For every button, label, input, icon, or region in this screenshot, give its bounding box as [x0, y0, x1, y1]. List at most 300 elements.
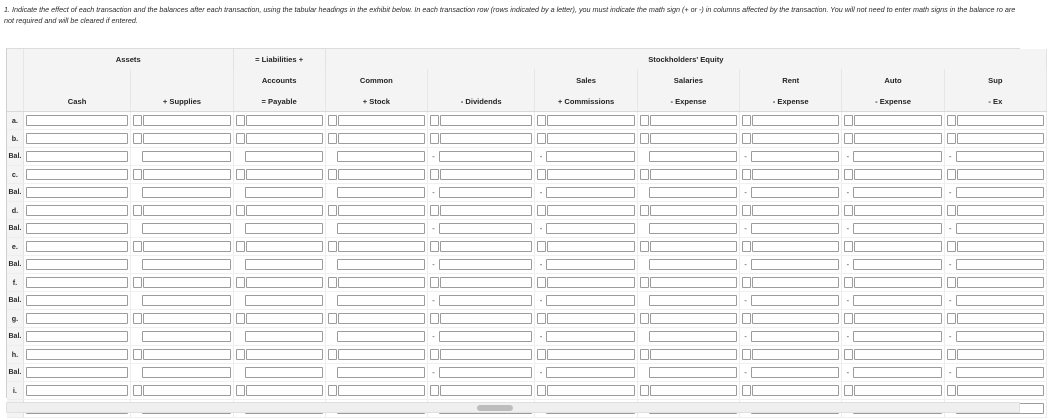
table-row [7, 328, 1047, 346]
math-sign-input[interactable] [430, 241, 439, 252]
sub-header-6: Salaries [637, 69, 739, 91]
amount-input[interactable] [854, 349, 941, 360]
amount-input[interactable] [143, 385, 230, 396]
amount-input[interactable] [440, 115, 532, 126]
math-sign-input[interactable] [537, 169, 546, 180]
amount-input[interactable] [752, 349, 839, 360]
balance-input[interactable] [439, 151, 532, 162]
math-sign-input[interactable] [328, 313, 337, 324]
balance-input[interactable] [337, 367, 425, 378]
balance-sign: - [948, 223, 952, 233]
balance-input[interactable] [751, 331, 839, 342]
grid-cell [23, 130, 130, 148]
math-sign-input[interactable] [947, 169, 956, 180]
math-sign-input[interactable] [742, 277, 751, 288]
balance-input[interactable] [649, 151, 737, 162]
balance-input[interactable] [546, 295, 634, 306]
amount-input[interactable] [440, 385, 532, 396]
math-sign-input[interactable] [742, 115, 751, 126]
math-sign-input[interactable] [236, 133, 245, 144]
math-sign-input[interactable] [236, 349, 245, 360]
math-sign-input[interactable] [328, 205, 337, 216]
math-sign-input[interactable] [947, 241, 956, 252]
math-sign-input[interactable] [844, 313, 853, 324]
balance-input[interactable] [142, 331, 230, 342]
amount-input[interactable] [547, 133, 634, 144]
balance-input[interactable] [956, 223, 1044, 234]
balance-input[interactable] [751, 367, 839, 378]
math-sign-input[interactable] [328, 349, 337, 360]
balance-input[interactable] [956, 151, 1044, 162]
grid-cell [637, 238, 739, 256]
balance-input[interactable] [439, 259, 532, 270]
balance-input[interactable] [956, 367, 1044, 378]
math-sign-input[interactable] [742, 205, 751, 216]
amount-input[interactable] [338, 385, 425, 396]
amount-input[interactable] [854, 313, 941, 324]
balance-input[interactable] [751, 259, 839, 270]
amount-input[interactable] [143, 205, 230, 216]
math-sign-input[interactable] [640, 169, 649, 180]
grid-cell [944, 346, 1046, 364]
amount-input[interactable] [752, 385, 839, 396]
amount-input[interactable] [547, 277, 634, 288]
balance-input[interactable] [751, 295, 839, 306]
amount-input[interactable] [26, 169, 128, 180]
math-sign-input[interactable] [236, 385, 245, 396]
amount-input[interactable] [26, 277, 128, 288]
grid-cell [535, 202, 637, 220]
amount-input[interactable] [26, 205, 128, 216]
balance-input[interactable] [649, 367, 737, 378]
math-sign-input[interactable] [844, 385, 853, 396]
amount-input[interactable] [440, 205, 532, 216]
math-sign-input[interactable] [133, 241, 142, 252]
amount-input[interactable] [246, 133, 323, 144]
amount-input[interactable] [246, 205, 323, 216]
math-sign-input[interactable] [133, 205, 142, 216]
balance-input[interactable] [853, 151, 941, 162]
math-sign-input[interactable] [430, 205, 439, 216]
amount-input[interactable] [650, 241, 737, 252]
amount-input[interactable] [143, 277, 230, 288]
math-sign-input[interactable] [236, 169, 245, 180]
amount-input[interactable] [752, 169, 839, 180]
math-sign-input[interactable] [430, 349, 439, 360]
amount-input[interactable] [957, 205, 1044, 216]
row-label: Bal. [7, 328, 23, 346]
grid-cell [427, 364, 534, 382]
amount-input[interactable] [650, 385, 737, 396]
math-sign-input[interactable] [537, 385, 546, 396]
amount-input[interactable] [650, 133, 737, 144]
amount-input[interactable] [338, 349, 425, 360]
math-sign-input[interactable] [947, 133, 956, 144]
math-sign-input[interactable] [844, 169, 853, 180]
math-sign-input[interactable] [640, 385, 649, 396]
amount-input[interactable] [547, 241, 634, 252]
balance-input[interactable] [546, 151, 634, 162]
balance-input[interactable] [439, 295, 532, 306]
amount-input[interactable] [26, 115, 128, 126]
balance-input[interactable] [853, 223, 941, 234]
amount-input[interactable] [547, 313, 634, 324]
amount-input[interactable] [338, 241, 425, 252]
amount-input[interactable] [957, 169, 1044, 180]
balance-input[interactable] [853, 187, 941, 198]
math-sign-input[interactable] [430, 169, 439, 180]
group-header-row [7, 49, 1047, 69]
amount-input[interactable] [338, 277, 425, 288]
amount-input[interactable] [143, 241, 230, 252]
amount-input[interactable] [143, 313, 230, 324]
amount-input[interactable] [440, 241, 532, 252]
math-sign-input[interactable] [742, 385, 751, 396]
sub-header-5: Sales [535, 69, 637, 91]
balance-sign: - [846, 151, 850, 161]
amount-input[interactable] [440, 277, 532, 288]
grid-cell [740, 166, 842, 184]
math-sign-input[interactable] [236, 313, 245, 324]
balance-input[interactable] [956, 187, 1044, 198]
balance-input[interactable] [546, 331, 634, 342]
balance-input[interactable] [853, 295, 941, 306]
balance-input[interactable] [751, 223, 839, 234]
balance-input[interactable] [649, 259, 737, 270]
amount-input[interactable] [752, 133, 839, 144]
amount-input[interactable] [26, 313, 128, 324]
row-label: Bal. [7, 292, 23, 310]
amount-input[interactable] [338, 205, 425, 216]
math-sign-input[interactable] [640, 277, 649, 288]
math-sign-input[interactable] [133, 385, 142, 396]
grid-cell [233, 148, 325, 166]
amount-input[interactable] [957, 349, 1044, 360]
balance-input[interactable] [245, 187, 323, 198]
amount-input[interactable] [957, 133, 1044, 144]
amount-input[interactable] [752, 313, 839, 324]
math-sign-input[interactable] [742, 133, 751, 144]
math-sign-input[interactable] [742, 349, 751, 360]
math-sign-input[interactable] [947, 115, 956, 126]
grid-cell [23, 382, 130, 400]
balance-input[interactable] [439, 331, 532, 342]
balance-input[interactable] [26, 331, 128, 342]
math-sign-input[interactable] [430, 313, 439, 324]
amount-input[interactable] [143, 349, 230, 360]
amount-input[interactable] [650, 115, 737, 126]
amount-input[interactable] [246, 241, 323, 252]
amount-input[interactable] [854, 169, 941, 180]
grid-cell [325, 274, 427, 292]
math-sign-input[interactable] [640, 205, 649, 216]
math-sign-input[interactable] [742, 241, 751, 252]
balance-input[interactable] [337, 331, 425, 342]
grid-cell [842, 346, 944, 364]
balance-input[interactable] [956, 331, 1044, 342]
math-sign-input[interactable] [328, 241, 337, 252]
balance-sign: - [744, 331, 747, 341]
amount-input[interactable] [26, 349, 128, 360]
balance-input[interactable] [26, 187, 128, 198]
amount-input[interactable] [752, 205, 839, 216]
amount-input[interactable] [957, 241, 1044, 252]
balance-input[interactable] [245, 223, 323, 234]
amount-input[interactable] [26, 133, 128, 144]
balance-input[interactable] [26, 295, 128, 306]
math-sign-input[interactable] [947, 313, 956, 324]
amount-input[interactable] [440, 133, 532, 144]
math-sign-input[interactable] [537, 349, 546, 360]
balance-input[interactable] [649, 295, 737, 306]
amount-input[interactable] [547, 205, 634, 216]
math-sign-input[interactable] [236, 277, 245, 288]
balance-input[interactable] [337, 295, 425, 306]
amount-input[interactable] [650, 169, 737, 180]
amount-input[interactable] [246, 313, 323, 324]
math-sign-input[interactable] [640, 241, 649, 252]
amount-input[interactable] [650, 277, 737, 288]
math-sign-input[interactable] [328, 115, 337, 126]
math-sign-input[interactable] [537, 115, 546, 126]
math-sign-input[interactable] [430, 385, 439, 396]
grid-cell [842, 310, 944, 328]
sub-header-4 [427, 69, 534, 91]
balance-input[interactable] [142, 223, 230, 234]
math-sign-input[interactable] [742, 313, 751, 324]
grid-cell [740, 130, 842, 148]
grid-cell [23, 292, 130, 310]
math-sign-input[interactable] [537, 133, 546, 144]
grid-cell [325, 202, 427, 220]
amount-input[interactable] [440, 169, 532, 180]
balance-input[interactable] [245, 331, 323, 342]
grid-cell [535, 112, 637, 130]
math-sign-input[interactable] [947, 277, 956, 288]
row-label: Bal. [7, 364, 23, 382]
amount-input[interactable] [338, 133, 425, 144]
math-sign-input[interactable] [430, 133, 439, 144]
grid-cell [233, 328, 325, 346]
amount-input[interactable] [143, 115, 230, 126]
grid-cell [842, 166, 944, 184]
amount-input[interactable] [547, 169, 634, 180]
balance-input[interactable] [546, 223, 634, 234]
balance-sign: - [432, 295, 435, 305]
math-sign-input[interactable] [844, 349, 853, 360]
math-sign-input[interactable] [236, 241, 245, 252]
account-header-auto-expense: - Expense [842, 91, 944, 112]
row-label: Bal. [7, 256, 23, 274]
balance-input[interactable] [956, 259, 1044, 270]
math-sign-input[interactable] [133, 349, 142, 360]
row-label: f. [7, 274, 23, 292]
table-row [7, 238, 1047, 256]
balance-input[interactable] [26, 367, 128, 378]
amount-input[interactable] [854, 115, 941, 126]
math-sign-input[interactable] [236, 115, 245, 126]
scrollbar-thumb[interactable] [477, 405, 513, 411]
math-sign-input[interactable] [640, 313, 649, 324]
amount-input[interactable] [957, 277, 1044, 288]
horizontal-scrollbar[interactable] [6, 402, 1020, 413]
table-row [7, 202, 1047, 220]
grid-cell [325, 220, 427, 238]
amount-input[interactable] [650, 349, 737, 360]
math-sign-input[interactable] [430, 277, 439, 288]
balance-input[interactable] [956, 295, 1044, 306]
balance-input[interactable] [26, 151, 128, 162]
math-sign-input[interactable] [328, 133, 337, 144]
balance-input[interactable] [546, 259, 634, 270]
grid-cell [131, 184, 233, 202]
balance-input[interactable] [26, 259, 128, 270]
amount-input[interactable] [547, 385, 634, 396]
math-sign-input[interactable] [133, 133, 142, 144]
amount-input[interactable] [854, 205, 941, 216]
amount-input[interactable] [440, 313, 532, 324]
math-sign-input[interactable] [133, 115, 142, 126]
grid-cell [740, 220, 842, 238]
amount-input[interactable] [338, 115, 425, 126]
balance-input[interactable] [439, 223, 532, 234]
balance-input[interactable] [142, 187, 230, 198]
math-sign-input[interactable] [947, 385, 956, 396]
math-sign-input[interactable] [844, 205, 853, 216]
balance-input[interactable] [26, 223, 128, 234]
math-sign-input[interactable] [430, 115, 439, 126]
math-sign-input[interactable] [328, 277, 337, 288]
amount-input[interactable] [650, 313, 737, 324]
balance-input[interactable] [142, 259, 230, 270]
balance-input[interactable] [546, 187, 634, 198]
amount-input[interactable] [650, 205, 737, 216]
grid-cell [233, 364, 325, 382]
math-sign-input[interactable] [844, 241, 853, 252]
math-sign-input[interactable] [844, 115, 853, 126]
balance-input[interactable] [439, 187, 532, 198]
grid-cell [944, 184, 1046, 202]
math-sign-input[interactable] [537, 241, 546, 252]
math-sign-input[interactable] [947, 205, 956, 216]
math-sign-input[interactable] [640, 349, 649, 360]
grid-cell [535, 364, 637, 382]
amount-input[interactable] [246, 277, 323, 288]
math-sign-input[interactable] [133, 169, 142, 180]
math-sign-input[interactable] [236, 205, 245, 216]
balance-input[interactable] [337, 259, 425, 270]
amount-input[interactable] [246, 115, 323, 126]
amount-input[interactable] [957, 385, 1044, 396]
math-sign-input[interactable] [742, 169, 751, 180]
balance-input[interactable] [245, 259, 323, 270]
math-sign-input[interactable] [844, 133, 853, 144]
math-sign-input[interactable] [133, 277, 142, 288]
amount-input[interactable] [752, 241, 839, 252]
grid-cell [944, 382, 1046, 400]
amount-input[interactable] [957, 313, 1044, 324]
math-sign-input[interactable] [537, 313, 546, 324]
amount-input[interactable] [957, 115, 1044, 126]
amount-input[interactable] [854, 133, 941, 144]
amount-input[interactable] [143, 169, 230, 180]
amount-input[interactable] [338, 313, 425, 324]
amount-input[interactable] [752, 277, 839, 288]
math-sign-input[interactable] [844, 277, 853, 288]
balance-input[interactable] [751, 187, 839, 198]
balance-input[interactable] [649, 223, 737, 234]
balance-input[interactable] [142, 295, 230, 306]
balance-input[interactable] [245, 295, 323, 306]
table-row [7, 310, 1047, 328]
amount-input[interactable] [854, 241, 941, 252]
balance-input[interactable] [337, 223, 425, 234]
amount-input[interactable] [338, 169, 425, 180]
balance-input[interactable] [546, 367, 634, 378]
amount-input[interactable] [26, 241, 128, 252]
amount-input[interactable] [547, 349, 634, 360]
balance-input[interactable] [649, 331, 737, 342]
amount-input[interactable] [143, 133, 230, 144]
grid-cell [637, 364, 739, 382]
math-sign-input[interactable] [328, 169, 337, 180]
grid-cell [325, 166, 427, 184]
math-sign-input[interactable] [640, 115, 649, 126]
balance-input[interactable] [245, 151, 323, 162]
balance-input[interactable] [853, 331, 941, 342]
balance-input[interactable] [337, 187, 425, 198]
grid-cell [535, 382, 637, 400]
math-sign-input[interactable] [640, 133, 649, 144]
amount-input[interactable] [246, 349, 323, 360]
grid-cell [233, 220, 325, 238]
amount-input[interactable] [26, 385, 128, 396]
amount-input[interactable] [752, 115, 839, 126]
balance-input[interactable] [853, 367, 941, 378]
amount-input[interactable] [854, 385, 941, 396]
balance-input[interactable] [245, 367, 323, 378]
grid-cell [131, 382, 233, 400]
table-row [7, 274, 1047, 292]
amount-input[interactable] [246, 169, 323, 180]
grid-cell [740, 274, 842, 292]
balance-input[interactable] [751, 151, 839, 162]
amount-input[interactable] [547, 115, 634, 126]
amount-input[interactable] [854, 277, 941, 288]
balance-input[interactable] [142, 367, 230, 378]
math-sign-input[interactable] [328, 385, 337, 396]
grid-cell [535, 256, 637, 274]
grid-cell [842, 274, 944, 292]
grid-cell [427, 346, 534, 364]
math-sign-input[interactable] [537, 277, 546, 288]
balance-input[interactable] [337, 151, 425, 162]
balance-input[interactable] [649, 187, 737, 198]
balance-input[interactable] [142, 151, 230, 162]
grid-cell [131, 364, 233, 382]
math-sign-input[interactable] [537, 205, 546, 216]
grid-cell [637, 328, 739, 346]
balance-input[interactable] [439, 367, 532, 378]
amount-input[interactable] [440, 349, 532, 360]
balance-input[interactable] [853, 259, 941, 270]
sub-header-row [7, 69, 1047, 91]
math-sign-input[interactable] [133, 313, 142, 324]
math-sign-input[interactable] [947, 349, 956, 360]
amount-input[interactable] [246, 385, 323, 396]
table-row [7, 184, 1047, 202]
balance-sign: - [744, 223, 747, 233]
